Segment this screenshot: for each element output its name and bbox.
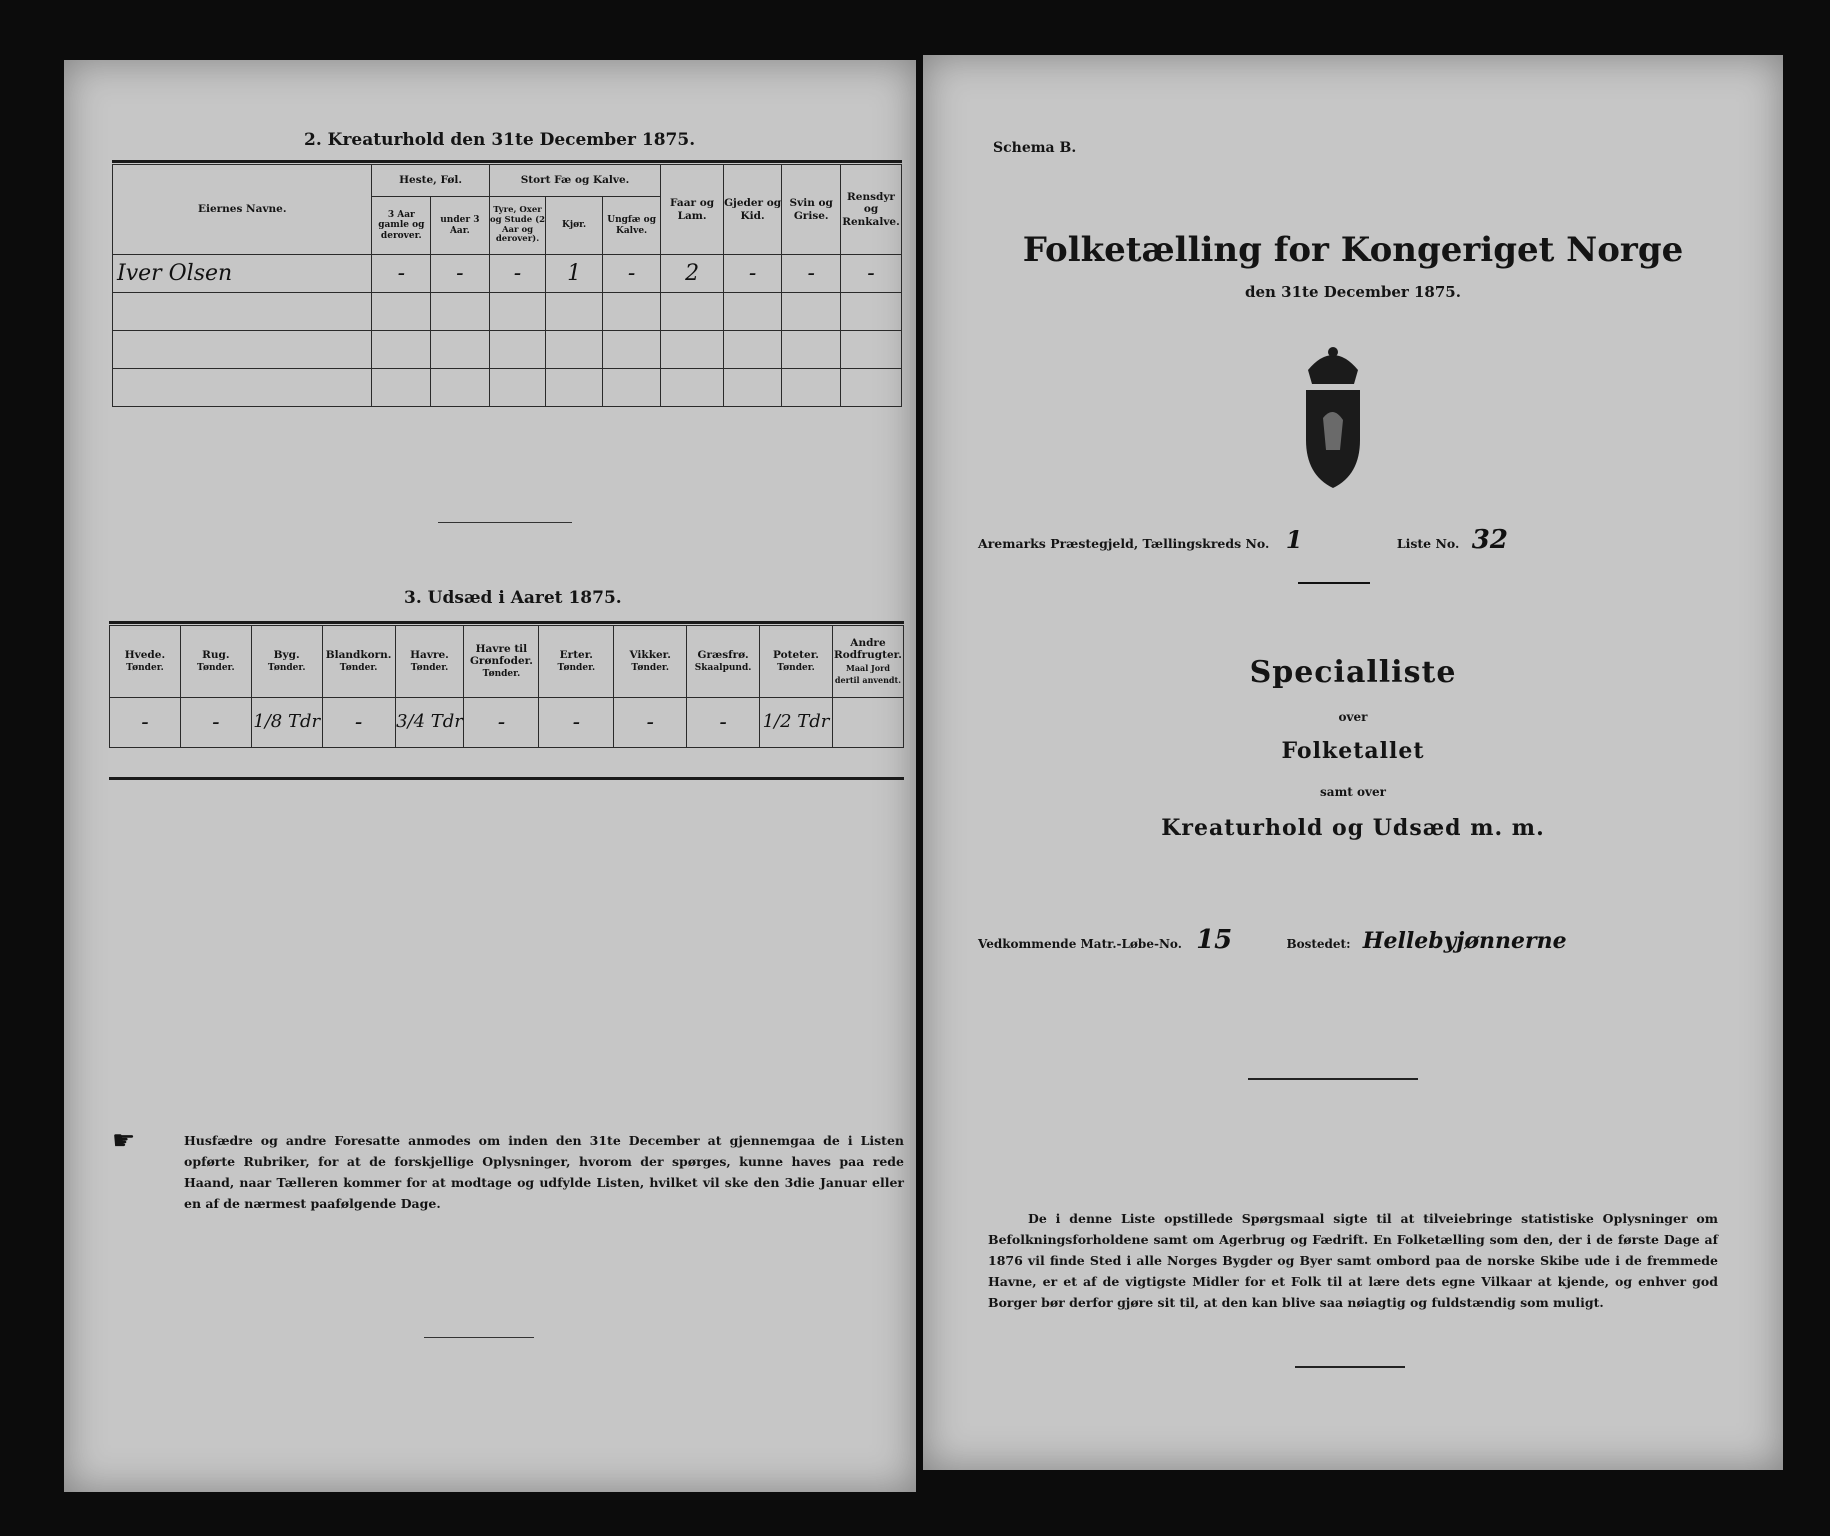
- horses-3plus-cell: -: [372, 255, 431, 293]
- seed-value-4: 3/4 Tdr: [395, 698, 464, 748]
- seed-header-10: Andre Rodfrugter. Maal Jord dertil anvendt.: [832, 626, 903, 698]
- seed-table: [109, 625, 904, 748]
- seed-value-2: 1/8 Tdr: [251, 698, 322, 748]
- intro-text: De i denne Liste opstillede Spørgsmaal sigte til at tilveiebringe statistiske Oplysninger om Befolkningsforholdene samt om Agerbrug og Fædrift. En Folketælling som den, der i de første Dage af 1876 vil finde Sted i alle Norges Bygder og Byer samt ombord paa de norske Skibe ude i de fremmede Havne, er et af de vigtigste Midler for et Folk til at lære dets egne Vilkaar at kjende, og enhver god Borger bør derfor gjøre sit til, at den kan blive saa nøiagtig og fuldstændig som muligt.: [988, 1211, 1718, 1310]
- cattle-header: Stort Fæ og Kalve.: [489, 165, 661, 197]
- seed-header-3: Blandkorn. Tønder.: [322, 626, 395, 698]
- over-label: over: [1338, 710, 1368, 724]
- left-page: [64, 60, 916, 1492]
- form-title: Folketælling for Kongeriget Norge: [1022, 230, 1684, 270]
- kreds-no: 1: [1285, 525, 1303, 554]
- samt-over-label: samt over: [1320, 785, 1386, 799]
- seed-value-10: [832, 698, 903, 748]
- table-row: [113, 293, 902, 331]
- special-title: Specialliste: [1249, 655, 1457, 690]
- bosted-value: Hellebyjønnerne: [1362, 928, 1567, 954]
- seed-value-5: -: [464, 698, 539, 748]
- separator: [424, 1337, 534, 1338]
- cows-cell: 1: [546, 255, 602, 293]
- horses-under3-header: under 3 Aar.: [431, 197, 489, 255]
- owner-cell: Iver Olsen: [113, 255, 372, 293]
- seed-header-2: Byg. Tønder.: [251, 626, 322, 698]
- seed-value-0: -: [110, 698, 181, 748]
- horses-under3-cell: -: [431, 255, 489, 293]
- parish-label: Aremarks Præstegjeld, Tællingskreds No.: [978, 536, 1270, 551]
- table-row: [113, 369, 902, 407]
- kreatur-label: Kreaturhold og Udsæd m. m.: [1161, 815, 1545, 841]
- schema-label: Schema B.: [993, 140, 1077, 156]
- table-row: [113, 331, 902, 369]
- goats-header: Gjeder og Kid.: [723, 165, 782, 255]
- young-calves-header: Ungfæ og Kalve.: [602, 197, 661, 255]
- list-label: Liste No.: [1396, 536, 1460, 551]
- seed-value-1: -: [180, 698, 251, 748]
- seed-header-9: Poteter. Tønder.: [760, 626, 833, 698]
- list-no: 32: [1471, 525, 1508, 555]
- pigs-header: Svin og Grise.: [782, 165, 841, 255]
- matr-label: Vedkommende Matr.-Løbe-No.: [978, 937, 1182, 951]
- separator: [1248, 1078, 1418, 1080]
- horses-header: Heste, Føl.: [372, 165, 489, 197]
- seed-header-8: Græsfrø. Skaalpund.: [687, 626, 760, 698]
- seed-header-7: Vikker. Tønder.: [614, 626, 687, 698]
- sheep-cell: 2: [661, 255, 723, 293]
- livestock-title: 2. Kreaturhold den 31te December 1875.: [304, 130, 696, 150]
- table-row: [113, 255, 902, 293]
- notice-text: Husfædre og andre Foresatte anmodes om inden den 31te December at gjennemgaa de i Listen opførte Rubriker, for at de forskjellige Oplysninger, hvorom der spørges, kunne haves paa rede Haand, naar Tælleren kommer for at modtage og udfylde Listen, hvilket vil ske den 3die Januar eller en af de nærmest paafølgende Dage.: [184, 1133, 904, 1211]
- seed-value-6: -: [539, 698, 614, 748]
- seed-header-6: Erter. Tønder.: [539, 626, 614, 698]
- seed-value-8: -: [687, 698, 760, 748]
- matr-no: 15: [1196, 925, 1233, 955]
- folketallet-label: Folketallet: [1281, 738, 1425, 764]
- young-calves-cell: -: [602, 255, 661, 293]
- right-page: [923, 55, 1783, 1470]
- table-row: [110, 698, 904, 748]
- reindeer-cell: -: [841, 255, 902, 293]
- cows-header: Kjør.: [546, 197, 602, 255]
- owner-header: Eiernes Navne.: [113, 165, 372, 255]
- separator: [1298, 582, 1370, 584]
- seed-header-0: Hvede. Tønder.: [110, 626, 181, 698]
- sheep-header: Faar og Lam.: [661, 165, 723, 255]
- reindeer-header: Rensdyr og Renkalve.: [841, 165, 902, 255]
- form-date: den 31te December 1875.: [1245, 283, 1461, 301]
- divider: [112, 160, 902, 163]
- bulls-header: Tyre, Oxer og Stude (2 Aar og derover).: [489, 197, 546, 255]
- divider: [109, 621, 904, 624]
- bosted-label: Bostedet:: [1286, 937, 1351, 951]
- pointing-hand-icon: ☛: [112, 1126, 136, 1156]
- separator: [438, 522, 572, 523]
- pigs-cell: -: [782, 255, 841, 293]
- seed-value-9: 1/2 Tdr: [760, 698, 833, 748]
- divider: [109, 777, 904, 780]
- separator: [1295, 1366, 1405, 1368]
- bulls-cell: -: [489, 255, 546, 293]
- seed-header-4: Havre. Tønder.: [395, 626, 464, 698]
- seed-value-3: -: [322, 698, 395, 748]
- livestock-table: [112, 164, 902, 407]
- horses-3plus-header: 3 Aar gamle og derover.: [372, 197, 431, 255]
- seed-header-1: Rug. Tønder.: [180, 626, 251, 698]
- seed-header-5: Havre til Grønfoder. Tønder.: [464, 626, 539, 698]
- seed-title: 3. Udsæd i Aaret 1875.: [404, 588, 622, 608]
- coat-of-arms-icon: [1288, 340, 1378, 490]
- seed-value-7: -: [614, 698, 687, 748]
- matr-line: [978, 925, 1567, 955]
- goats-cell: -: [723, 255, 782, 293]
- parish-line: [978, 525, 1508, 555]
